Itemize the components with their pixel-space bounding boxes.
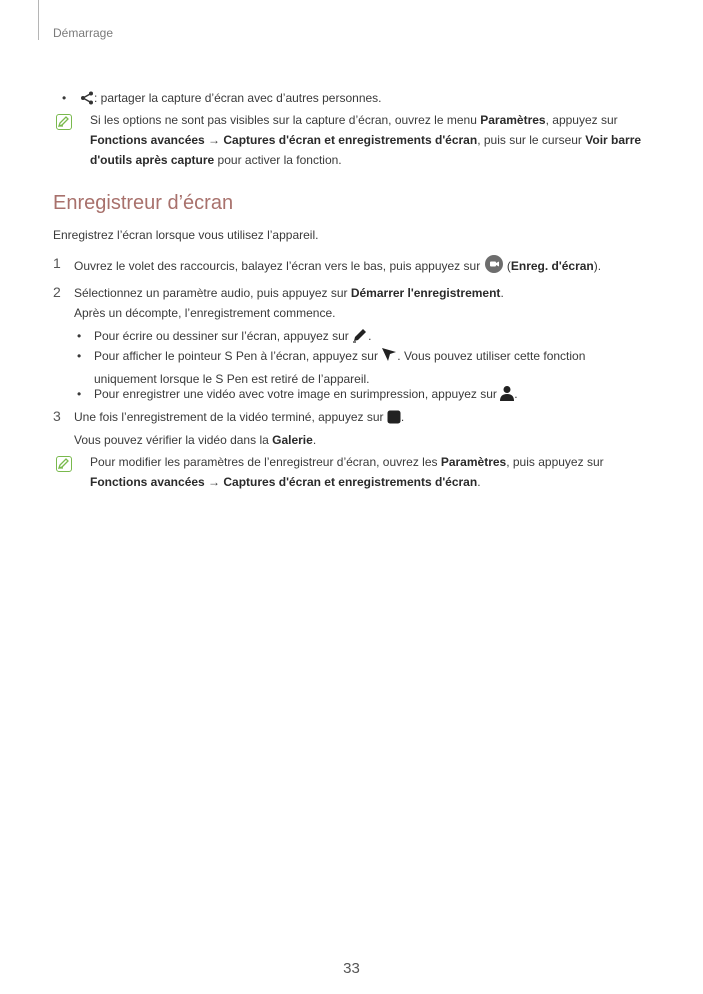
- share-bullet-item: [62, 88, 382, 111]
- step-text: Sélectionnez un paramètre audio, puis appuyez sur: [74, 286, 351, 300]
- bullet-text: uniquement lorsque le S Pen est retiré de l’appareil.: [94, 372, 370, 386]
- screenshots-label: Captures d'écran et enregistrements d'écran: [223, 133, 478, 147]
- step-2-text: [74, 283, 654, 323]
- bullet: •: [77, 387, 82, 401]
- section-title: Enregistreur d’écran: [53, 192, 234, 214]
- toolbar-label: Voir barre: [585, 133, 642, 147]
- arrow: →: [204, 475, 224, 489]
- note-icon: [56, 114, 72, 130]
- advanced-features-label: Fonctions avancées: [90, 475, 205, 489]
- bullet: •: [77, 349, 82, 363]
- bullet-text: Pour écrire ou dessiner sur l’écran, appuyez sur: [94, 329, 353, 343]
- period: .: [514, 387, 518, 401]
- period: .: [477, 475, 481, 489]
- step-number: 2: [53, 284, 61, 300]
- step-1-text: [74, 255, 654, 279]
- gallery-label: Galerie: [272, 433, 313, 447]
- step-number: 1: [53, 255, 61, 271]
- note-text: Pour modifier les paramètres de l’enregistreur d’écran, ouvrez les: [90, 455, 441, 469]
- period: .: [400, 410, 405, 424]
- bullet-text: Pour enregistrer une vidéo avec votre image en surimpression, appuyez sur: [94, 387, 501, 401]
- screen-recorder-label: Enreg. d'écran: [510, 259, 594, 273]
- note-recorder-settings: [90, 452, 650, 492]
- share-text: : partager la capture d’écran avec d’autres personnes.: [94, 91, 382, 105]
- bullet: •: [62, 91, 67, 105]
- step-text: Après un décompte, l’enregistrement commence.: [74, 306, 336, 320]
- bullet-text: . Vous pouvez utiliser cette fonction: [397, 349, 586, 363]
- note-text: Si les options ne sont pas visibles sur la capture d’écran, ouvrez le menu: [90, 113, 481, 127]
- step-text: Vous pouvez vérifier la vidéo dans la: [74, 433, 273, 447]
- header-rule: [38, 0, 39, 40]
- note-text: , puis appuyez sur: [506, 455, 604, 469]
- note-text: , appuyez sur: [545, 113, 618, 127]
- pointer-icon: [381, 347, 397, 369]
- paren: ).: [593, 259, 602, 273]
- page-header-title: Démarrage: [53, 26, 114, 40]
- note-text: , puis sur le curseur: [477, 133, 586, 147]
- settings-menu-label: Paramètres: [440, 455, 507, 469]
- step-text: Une fois l’enregistrement de la vidéo terminé, appuyez sur: [74, 410, 387, 424]
- start-recording-label: Démarrer l'enregistrement: [350, 286, 501, 300]
- stop-icon: [387, 410, 401, 430]
- advanced-features-label: Fonctions avancées: [90, 133, 205, 147]
- period: .: [312, 433, 317, 447]
- share-icon: [80, 91, 94, 111]
- person-icon: [500, 385, 514, 407]
- arrow: →: [204, 133, 224, 147]
- period: .: [500, 286, 504, 300]
- bullet: •: [77, 329, 82, 343]
- bullet-text: Pour afficher le pointeur S Pen à l’écran, appuyez sur: [94, 349, 382, 363]
- settings-menu-label: Paramètres: [480, 113, 546, 127]
- toolbar-label-cont: d'outils après capture: [90, 153, 215, 167]
- note-advanced-features: [90, 110, 650, 170]
- screen-recorder-icon: [484, 255, 504, 279]
- page-number: 33: [343, 960, 360, 977]
- paren: (: [503, 259, 511, 273]
- note-icon: [56, 456, 72, 472]
- note-text: pour activer la fonction.: [214, 153, 342, 167]
- step-3-text: [74, 407, 654, 450]
- step-number: 3: [53, 408, 61, 424]
- period: .: [368, 329, 372, 343]
- step-text: Ouvrez le volet des raccourcis, balayez l’écran vers le bas, puis appuyez sur: [74, 259, 484, 273]
- screenshots-label: Captures d'écran et enregistrements d'écran: [223, 475, 478, 489]
- section-intro: Enregistrez l’écran lorsque vous utilisez l’appareil.: [53, 228, 319, 242]
